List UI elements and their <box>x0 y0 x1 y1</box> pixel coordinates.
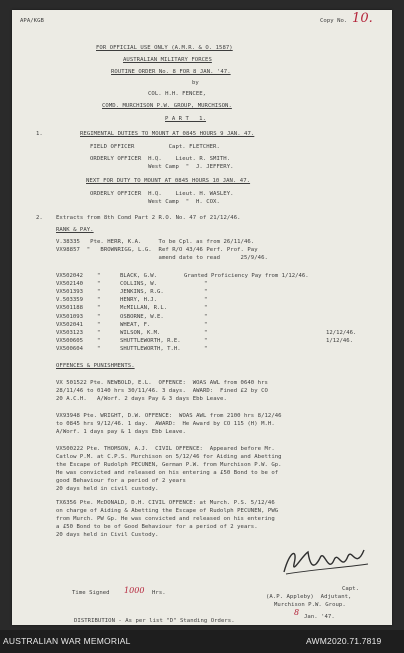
section-1-number: 1. <box>36 131 43 137</box>
pay-row-name: SHUTTLEWORTH, T.H. <box>120 345 181 352</box>
offence-line: VX500222 Pte. THOMSON, A.J. CIVIL OFFENCE: Appeared before Mr. <box>56 446 275 452</box>
rank-entry-vx98857: VX98857 " BROWNRIGG, L.G. Ref R/O 43/46 Perf. Prof. Pay <box>56 247 258 253</box>
header-line-3: ROUTINE ORDER No. 8 FOR 8 JAN. '47. <box>111 69 231 75</box>
pay-row-name: McMILLAN, R.L. <box>120 305 168 312</box>
offence-line: A/Worf. 1 days pay & 1 days Ebb Leave. <box>56 429 186 435</box>
pay-row-num: VX501188 <box>56 305 83 312</box>
time-signed-hrs: Hrs. <box>152 590 166 596</box>
header-line-5: COL. H.H. FENCEE, <box>148 91 207 97</box>
pay-row-num: VX501393 <box>56 289 83 296</box>
pay-row-num: VX500605 <box>56 337 83 344</box>
pay-row-note: " <box>204 281 208 288</box>
orderly-officer-1b: West Camp " J. JEFFERY. <box>90 164 234 170</box>
orderly-officer-2: ORDERLY OFFICER H.Q. Lieut. H. WASLEY. <box>90 191 234 197</box>
pay-row-name: BLACK, G.W. <box>120 273 158 279</box>
rank-entry-v38335: V.38335 Pte. HERR, K.A. To be Cpl. as from 26/11/46. <box>56 239 255 245</box>
reference-code: APA/KGB <box>20 18 44 24</box>
pay-row-note: " <box>204 345 208 352</box>
offence-line: from Murch. PW Gp. He was convicted and released on his entering <box>56 516 275 522</box>
signatory-rank: Capt. <box>342 586 360 592</box>
offence-line: 28/11/46 to 0140 hrs 30/11/46. 3 days. AWARD: Fined £2 by CO <box>56 388 268 394</box>
pay-row-rank: " <box>97 321 101 328</box>
rank-pay-title: RANK & PAY. <box>56 227 94 233</box>
pay-row-note: " <box>204 289 208 296</box>
pay-row-num: VX501093 <box>56 313 83 320</box>
offence-line: 20 A.C.H. A/Worf. 2 days Pay & 3 days Ebb Leave. <box>56 396 227 402</box>
offence-line: on charge of Aiding & Abetting the Escape of Rudolph PECUNEN, PWG <box>56 508 279 514</box>
pay-row-rank: " <box>97 289 101 296</box>
pay-row-name: WHEAT, F. <box>120 321 151 328</box>
time-signed-value: 1000 <box>124 586 145 595</box>
section-2-number: 2. <box>36 215 43 221</box>
header-line-4: by <box>192 80 199 86</box>
offence-line: to 0845 hrs 9/12/46. 1 day. AWARD: He Award by CO 115 (H) M.H. <box>56 421 275 427</box>
orderly-officer-1: ORDERLY OFFICER H.Q. Lieut. R. SMITH. <box>90 156 231 162</box>
pay-row-name: JENKINS, R.G. <box>120 289 164 296</box>
section-1-title: REGIMENTAL DUTIES TO MOUNT AT 0845 HOURS 9 JAN. 47. <box>80 131 255 137</box>
pay-row-note: " <box>204 313 208 320</box>
copy-label: Copy No. <box>320 18 348 24</box>
pay-row-num: VX503123 <box>56 329 83 336</box>
pay-row-name: COLLINS, W. <box>120 281 158 288</box>
pay-row-num: VX500604 <box>56 345 83 352</box>
pay-row-rank: " <box>97 297 101 304</box>
distribution-line: DISTRIBUTION - As per list "D" Standing Orders. <box>74 618 235 624</box>
offence-line: the Escape of Rudolph PECUNEN, German P.W. from Murchison P.W. Gp. <box>56 462 282 468</box>
time-signed-label: Time Signed <box>72 590 110 596</box>
pay-row-rank: " <box>97 273 101 279</box>
sign-date: Jan. '47. <box>304 614 335 620</box>
archive-footer <box>0 630 404 653</box>
orderly-officer-2b: West Camp " H. COX. <box>90 199 220 205</box>
offence-line: Catlow P.M. at C.P.S. Murchison on 5/12/46 for Aiding and Abetting <box>56 454 282 460</box>
pay-row-num: VX502041 <box>56 321 83 328</box>
pay-row-num: VX502140 <box>56 281 83 288</box>
offence-line: VX 501522 Pte. NEWBOLD, E.L. OFFENCE: WOAS AWL from 0640 hrs <box>56 380 268 386</box>
pay-row-note: " <box>204 305 208 312</box>
pay-row-note: " <box>204 329 208 336</box>
pay-row-name: SHUTTLEWORTH, R.E. <box>120 337 181 344</box>
pay-row-rank: " <box>97 337 101 344</box>
offences-title: OFFENCES & PUNISHMENTS. <box>56 363 135 369</box>
offence-line: He was convicted and released on his entering a £50 Bond to be of <box>56 470 279 476</box>
pay-row-name: OSBORNE, W.E. <box>120 313 164 320</box>
pay-row-rank: " <box>97 345 101 352</box>
offence-line: TX6356 Pte. McDONALD, D.H. CIVIL OFFENCE: at Murch. P.S. 5/12/46 <box>56 500 275 506</box>
next-duty-title: NEXT FOR DUTY TO MOUNT AT 0845 HOURS 10 JAN. 47. <box>86 178 251 184</box>
signatory-unit: Murchison P.W. Group. <box>274 602 346 608</box>
offence-line: 20 days held in civil custody. <box>56 486 159 492</box>
pay-row-date: 12/12/46. <box>326 329 357 336</box>
header-line-6: COMD. MURCHISON P.W. GROUP, MURCHISON. <box>102 103 232 109</box>
part-heading: P A R T 1. <box>165 116 207 122</box>
field-officer: FIELD OFFICER Capt. FLETCHER. <box>90 144 220 150</box>
pay-row-date: 1/12/46. <box>326 337 353 344</box>
pay-row-rank: " <box>97 305 101 312</box>
header-line-1: FOR OFFICIAL USE ONLY (A.M.R. & O. 1587) <box>96 45 233 51</box>
pay-row-note: " <box>204 297 208 304</box>
pay-row-note: Granted Proficiency Pay from 1/12/46. <box>184 273 309 279</box>
copy-number: 10. <box>352 11 373 26</box>
offence-line: good Behaviour for a period of 2 years <box>56 478 186 484</box>
offence-line: a £50 Bond to be of Good Behaviour for a period of 2 years. <box>56 524 258 530</box>
offence-line: 20 days held in Civil Custody. <box>56 532 159 538</box>
rank-entry-vx98857-amend: amend date to read 25/9/46. <box>56 255 268 261</box>
pay-row-rank: " <box>97 329 101 336</box>
pay-row-num: V.503359 <box>56 297 83 304</box>
pay-row-rank: " <box>97 281 101 288</box>
pay-row-name: HENRY, H.J. <box>120 297 158 304</box>
signatory-name: (A.P. Appleby) Adjutant, <box>266 594 352 600</box>
pay-row-note: " <box>204 337 208 344</box>
header-line-2: AUSTRALIAN MILITARY FORCES <box>123 57 212 63</box>
offence-line: VX93948 Pte. WRIGHT, D.W. OFFENCE: WOAS AWL from 2100 hrs 8/12/46 <box>56 413 282 419</box>
pay-row-num: VX502042 <box>56 273 83 279</box>
section-2-intro: Extracts from 8th Comd Part 2 R.O. No. 47 of 21/12/46. <box>56 215 241 221</box>
footer-institution: AUSTRALIAN WAR MEMORIAL <box>3 636 131 646</box>
handwritten-signature <box>280 544 370 578</box>
sign-date-day: 8 <box>294 608 300 617</box>
pay-row-note: " <box>204 321 208 328</box>
pay-row-name: WILSON, K.M. <box>120 329 161 336</box>
footer-accession-number: AWM2020.71.7819 <box>306 636 382 646</box>
document-page <box>12 10 392 625</box>
pay-row-rank: " <box>97 313 101 320</box>
